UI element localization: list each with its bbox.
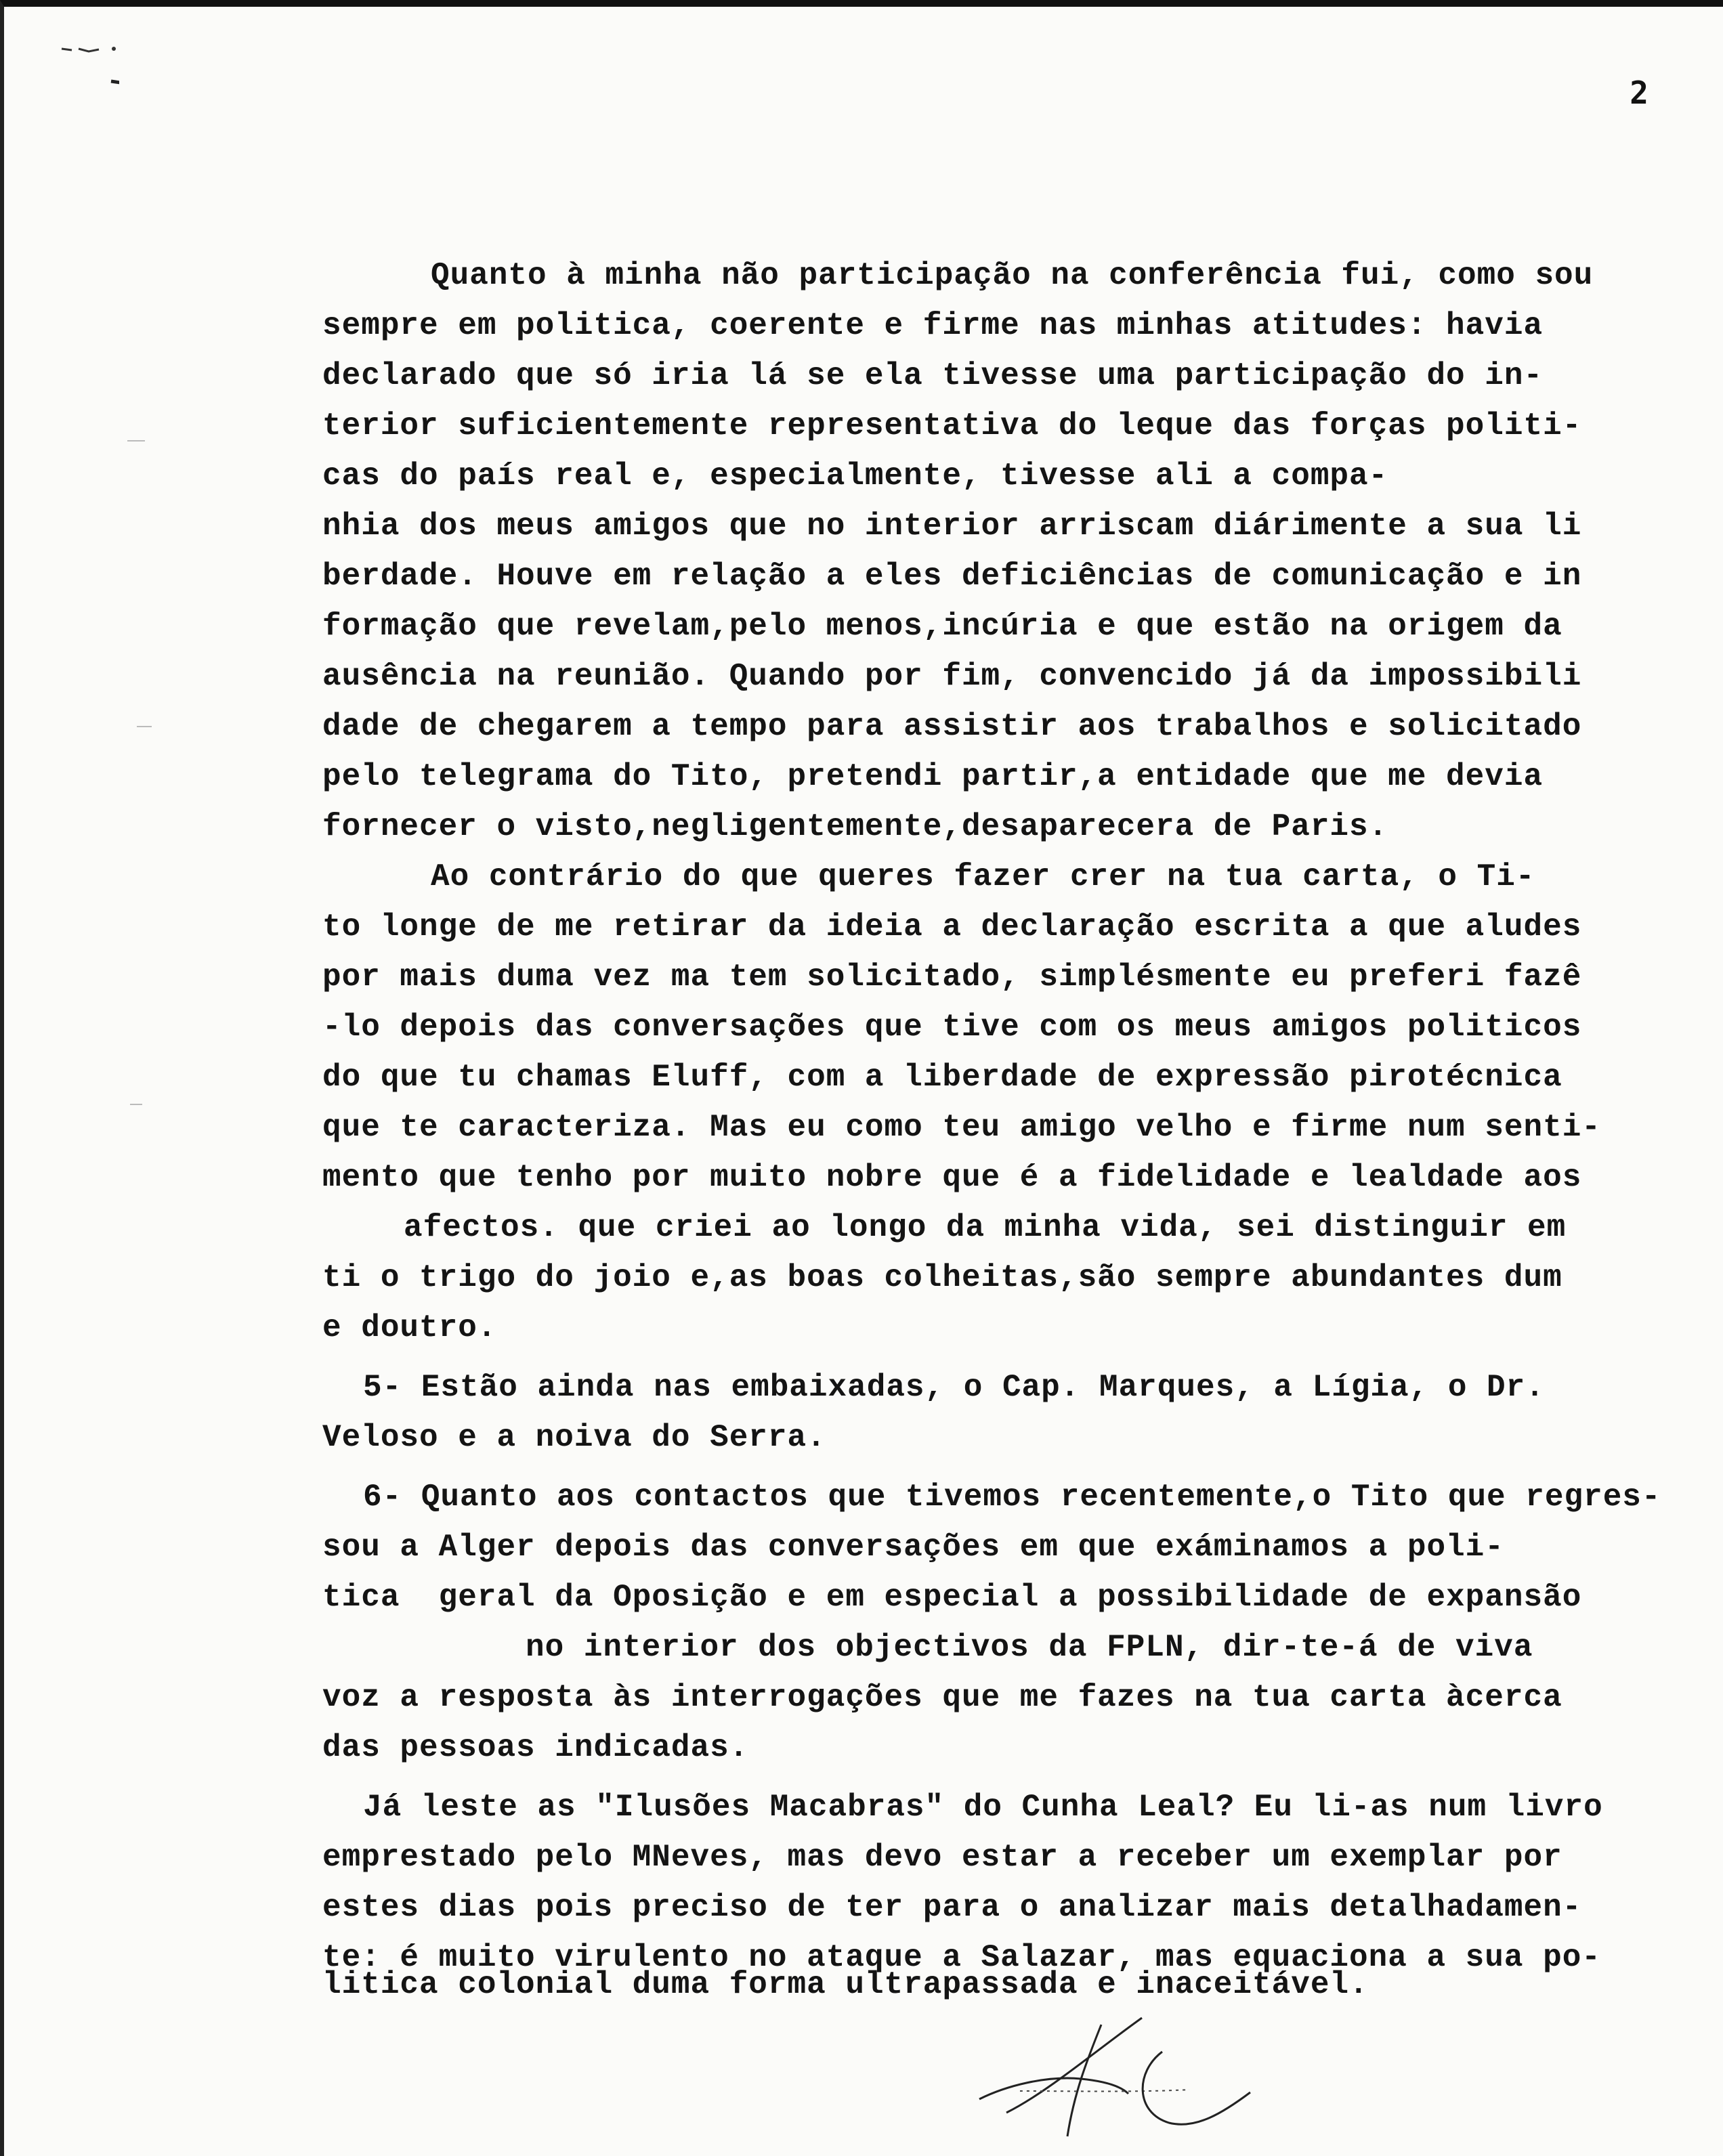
text-line: do que tu chamas Eluff, com a liberdade de expressão pirotécnica — [322, 1060, 1562, 1095]
text-line: to longe de me retirar da ideia a declaração escrita a que aludes — [322, 909, 1582, 945]
text-line: afectos. que criei ao longo da minha vida, sei distinguir em — [404, 1210, 1567, 1245]
paragraph — [322, 1472, 1684, 1773]
text-line: ausência na reunião. Quando por fim, convencido já da impossibili — [322, 659, 1582, 694]
text-line: Quanto à minha não participação na conferência fui, como sou — [431, 258, 1594, 293]
text-line: Já leste as "Ilusões Macabras" do Cunha Leal? Eu li-as num livro — [363, 1790, 1603, 1825]
text-line: tica geral da Oposição e em especial a possibilidade de expansão — [322, 1580, 1582, 1615]
text-line: dade de chegarem a tempo para assistir aos trabalhos e solicitado — [322, 709, 1582, 744]
text-line: emprestado pelo MNeves, mas devo estar a receber um exemplar por — [322, 1840, 1562, 1875]
text-line: por mais duma vez ma tem solicitado, simplésmente eu preferi fazê — [322, 960, 1582, 995]
text-line: sou a Alger depois das conversações em que exáminamos a poli- — [322, 1530, 1504, 1565]
margin-tick — [137, 726, 152, 727]
text-line: voz a resposta às interrogações que me fazes na tua carta àcerca — [322, 1680, 1562, 1715]
text-line: berdade. Houve em relação a eles deficiências de comunicação e in — [322, 559, 1582, 594]
text-line: Veloso e a noiva do Serra. — [322, 1420, 826, 1455]
text-line: mento que tenho por muito nobre que é a fidelidade e lealdade aos — [322, 1160, 1582, 1195]
text-line: declarado que só iria lá se ela tivesse uma participação do in- — [322, 358, 1544, 393]
text-line: fornecer o visto,negligentemente,desaparecera de Paris. — [322, 809, 1388, 844]
text-line: que te caracteriza. Mas eu como teu amigo velho e firme num senti- — [322, 1110, 1601, 1145]
text-line: ti o trigo do joio e,as boas colheitas,são sempre abundantes dum — [322, 1260, 1562, 1295]
text-line: cas do país real e, especialmente, tivesse ali a compa- — [322, 458, 1388, 494]
text-line: te: é muito virulento no ataque a Salazar, mas equaciona a sua po- — [322, 1940, 1601, 1975]
text-line: 5- Estão ainda nas embaixadas, o Cap. Marques, a Lígia, o Dr. — [363, 1370, 1545, 1405]
handwritten-signature — [966, 2011, 1345, 2147]
text-line: estes dias pois preciso de ter para o analizar mais detalhadamen- — [322, 1890, 1582, 1925]
text-line: terior suficientemente representativa do leque das forças politi- — [322, 408, 1582, 444]
text-line: Ao contrário do que queres fazer crer na tua carta, o Ti- — [431, 859, 1535, 894]
text-line: 6- Quanto aos contactos que tivemos recentemente,o Tito que regres- — [363, 1480, 1661, 1515]
text-line: sempre em politica, coerente e firme nas minhas atitudes: havia — [322, 308, 1544, 343]
text-line: -lo depois das conversações que tive com os meus amigos politicos — [322, 1010, 1582, 1045]
text-line: no interior dos objectivos da FPLN, dir-te-á de viva — [526, 1630, 1533, 1665]
margin-tick — [130, 1104, 142, 1105]
paragraph — [322, 1782, 1684, 2010]
text-line: e doutro. — [322, 1310, 497, 1345]
text-line: formação que revelam,pelo menos,incúria e que estão na origem da — [322, 609, 1562, 644]
text-line: nhia dos meus amigos que no interior arriscam diárimente a sua li — [322, 509, 1582, 544]
paragraph — [322, 1362, 1684, 1463]
page-number: 2 — [1630, 74, 1648, 111]
text-line: pelo telegrama do Tito, pretendi partir,a entidade que me devia — [322, 759, 1544, 794]
letter-body — [322, 251, 1684, 2010]
text-line: das pessoas indicadas. — [322, 1730, 749, 1765]
paragraph — [322, 852, 1684, 1353]
text-line: litica colonial duma forma ultrapassada e inaceitável. — [322, 1967, 1369, 2002]
margin-tick — [127, 440, 145, 441]
paragraph — [322, 251, 1684, 852]
corner-scribble-mark — [58, 42, 119, 89]
